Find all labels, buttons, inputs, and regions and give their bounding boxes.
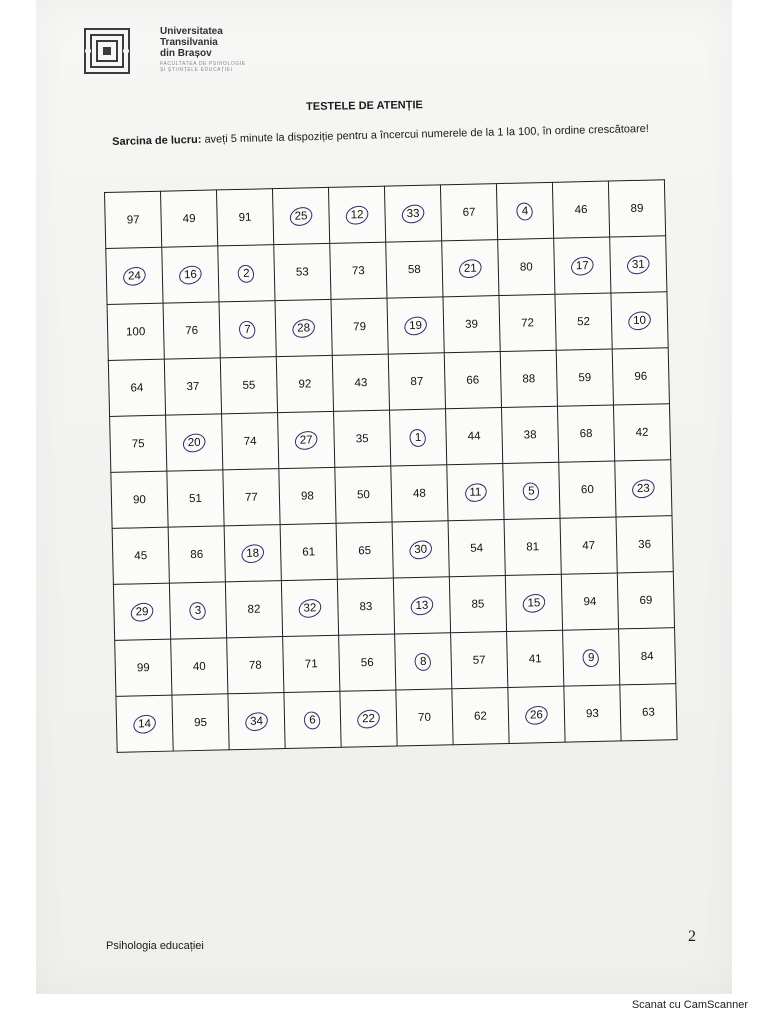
grid-number: 71	[304, 657, 318, 671]
grid-number: 42	[635, 426, 649, 439]
grid-cell	[617, 572, 674, 629]
number-grid	[104, 179, 678, 753]
circled-number: 4	[521, 204, 529, 218]
grid-cell	[110, 415, 167, 472]
grid-cell	[163, 302, 220, 359]
grid-cell	[223, 469, 280, 526]
grid-number: 57	[472, 653, 486, 667]
grid-number: 72	[521, 316, 535, 330]
grid-cell	[391, 465, 448, 522]
grid-cell	[284, 691, 341, 748]
grid-cell	[280, 523, 337, 580]
university-logo-icon	[84, 28, 130, 74]
grid-number: 96	[634, 370, 648, 383]
circled-number: 16	[183, 268, 197, 281]
grid-cell	[225, 581, 282, 638]
grid-cell	[611, 292, 668, 349]
grid-number: 88	[522, 372, 536, 386]
grid-cell	[557, 405, 614, 462]
grid-cell	[331, 298, 388, 355]
grid-number: 58	[407, 263, 421, 276]
circled-number: 29	[135, 605, 149, 618]
grid-cell	[440, 184, 497, 241]
grid-cell	[610, 236, 667, 293]
task-label: Sarcina de lucru:	[112, 133, 202, 148]
grid-cell	[508, 686, 565, 743]
grid-cell	[227, 637, 284, 694]
grid-cell	[612, 348, 669, 405]
grid-cell	[505, 574, 562, 631]
grid-cell	[222, 413, 279, 470]
grid-cell	[168, 526, 225, 583]
grid-cell	[616, 516, 673, 573]
university-line: Universitatea	[160, 26, 223, 37]
grid-cell	[224, 525, 281, 582]
university-line: Transilvania	[160, 37, 218, 48]
grid-number: 80	[519, 260, 533, 274]
circled-number: 12	[350, 208, 364, 221]
grid-cell	[500, 350, 557, 407]
grid-cell	[448, 520, 505, 577]
grid-number: 47	[582, 539, 596, 552]
grid-cell	[499, 294, 556, 351]
circled-number: 10	[633, 314, 647, 327]
grid-number: 91	[238, 211, 252, 224]
circled-number: 21	[463, 262, 477, 275]
faculty-line: ȘI ȘTIINȚELE EDUCAȚIEI	[160, 67, 233, 73]
grid-number: 64	[130, 381, 144, 394]
grid-number: 63	[641, 706, 655, 719]
grid-cell	[281, 579, 338, 636]
grid-number: 54	[470, 541, 484, 555]
grid-cell	[115, 639, 172, 696]
grid-cell	[105, 191, 162, 248]
circled-number: 23	[636, 482, 650, 495]
circled-number: 26	[529, 708, 543, 721]
circled-number: 14	[138, 717, 152, 730]
grid-cell	[559, 461, 616, 518]
grid-number: 84	[640, 650, 654, 663]
circled-number: 9	[587, 651, 595, 664]
grid-cell	[552, 181, 609, 238]
grid-cell	[336, 522, 393, 579]
grid-number: 78	[248, 659, 262, 672]
grid-number: 67	[462, 206, 476, 219]
grid-number: 66	[466, 374, 480, 387]
grid-cell	[563, 629, 620, 686]
scanner-watermark: Scanat cu CamScanner	[631, 999, 748, 1011]
circled-number: 6	[309, 713, 316, 726]
circled-number: 5	[528, 484, 535, 497]
grid-number: 53	[295, 265, 309, 279]
grid-cell	[335, 466, 392, 523]
grid-cell	[172, 694, 229, 751]
circled-number: 1	[414, 431, 422, 444]
circled-number: 27	[299, 433, 313, 447]
circled-number: 19	[409, 319, 423, 332]
grid-cell	[274, 243, 331, 300]
grid-cell	[107, 303, 164, 360]
grid-number: 59	[578, 371, 592, 384]
grid-cell	[116, 695, 173, 752]
grid-number: 46	[574, 203, 588, 216]
grid-cell	[507, 630, 564, 687]
page-number: 2	[688, 928, 696, 945]
grid-number: 77	[244, 491, 258, 504]
grid-number: 69	[639, 594, 653, 607]
grid-number: 48	[412, 487, 426, 500]
grid-cell	[337, 578, 394, 635]
grid-number: 41	[528, 652, 542, 665]
grid-cell	[160, 190, 217, 247]
grid-number: 92	[298, 377, 312, 391]
grid-number: 52	[577, 315, 591, 328]
grid-number: 100	[125, 325, 146, 339]
grid-cell	[272, 187, 329, 244]
grid-cell	[498, 238, 555, 295]
grid-cell	[392, 521, 449, 578]
grid-number: 74	[243, 435, 257, 448]
grid-cell	[330, 242, 387, 299]
grid-cell	[556, 349, 613, 406]
grid-cell	[496, 182, 553, 239]
grid-cell	[388, 353, 445, 410]
circled-number: 30	[414, 543, 428, 556]
circled-number: 7	[244, 323, 251, 336]
grid-number: 49	[182, 212, 196, 225]
faculty-name	[160, 61, 300, 73]
grid-number: 81	[526, 540, 540, 554]
grid-number: 76	[185, 324, 199, 337]
course-name: Psihologia educației	[106, 940, 204, 952]
circled-number: 8	[419, 655, 427, 668]
grid-number: 93	[585, 707, 599, 720]
grid-cell	[554, 237, 611, 294]
grid-cell	[447, 464, 504, 521]
grid-cell	[283, 635, 340, 692]
grid-cell	[162, 246, 219, 303]
circled-number: 33	[406, 207, 420, 220]
grid-number: 60	[580, 483, 594, 496]
circled-number: 18	[246, 547, 260, 560]
document-page	[36, 0, 732, 994]
grid-cell	[613, 404, 670, 461]
grid-cell	[446, 408, 503, 465]
grid-cell	[167, 470, 224, 527]
grid-number: 70	[417, 711, 432, 724]
grid-cell	[387, 297, 444, 354]
grid-cell	[111, 471, 168, 528]
grid-number: 39	[465, 318, 479, 331]
grid-cell	[395, 633, 452, 690]
grid-row	[116, 684, 677, 753]
faculty-line: FACULTATEA DE PSIHOLOGIE	[160, 61, 246, 67]
grid-cell	[393, 577, 450, 634]
circled-number: 22	[361, 712, 376, 725]
grid-number: 89	[630, 202, 644, 215]
grid-cell	[275, 299, 332, 356]
grid-number: 65	[358, 544, 372, 557]
grid-cell	[334, 410, 391, 467]
grid-cell	[451, 631, 508, 688]
university-name	[160, 26, 280, 59]
grid-cell	[228, 693, 285, 750]
circled-number: 3	[194, 604, 202, 617]
grid-cell	[169, 582, 226, 639]
page-title: TESTELE DE ATENȚIE	[306, 99, 423, 113]
circled-number: 2	[243, 267, 250, 280]
university-line: din Brașov	[160, 48, 212, 59]
grid-cell	[384, 185, 441, 242]
grid-number: 44	[467, 430, 481, 443]
grid-number: 94	[583, 595, 597, 608]
grid-cell	[615, 460, 672, 517]
grid-cell	[503, 462, 560, 519]
grid-cell	[442, 240, 499, 297]
grid-cell	[171, 638, 228, 695]
grid-cell	[113, 583, 170, 640]
grid-number: 87	[410, 375, 424, 388]
grid-cell	[340, 690, 397, 747]
grid-cell	[112, 527, 169, 584]
grid-cell	[443, 296, 500, 353]
grid-number: 35	[355, 432, 369, 445]
grid-cell	[555, 293, 612, 350]
grid-number: 68	[579, 427, 593, 440]
grid-cell	[108, 359, 165, 416]
grid-number: 61	[302, 545, 316, 559]
grid-number: 38	[523, 428, 537, 442]
grid-number: 99	[136, 661, 150, 674]
circled-number: 28	[297, 321, 311, 335]
circled-number: 31	[631, 258, 645, 271]
grid-number: 50	[356, 488, 370, 501]
grid-cell	[444, 352, 501, 409]
grid-number: 95	[194, 716, 208, 729]
grid-cell	[164, 358, 221, 415]
circled-number: 32	[303, 601, 317, 615]
grid-cell	[166, 414, 223, 471]
grid-cell	[619, 628, 676, 685]
grid-number: 85	[471, 597, 485, 611]
grid-cell	[279, 467, 336, 524]
grid-cell	[276, 355, 333, 412]
grid-cell	[449, 575, 506, 632]
grid-cell	[386, 241, 443, 298]
grid-number: 55	[242, 379, 256, 392]
number-grid-wrapper	[104, 179, 678, 753]
grid-cell	[561, 573, 618, 630]
grid-cell	[501, 406, 558, 463]
grid-cell	[219, 301, 276, 358]
grid-cell	[216, 189, 273, 246]
grid-number: 90	[132, 493, 147, 506]
circled-number: 15	[527, 596, 541, 609]
task-text: aveți 5 minute la dispoziție pentru a încercui numerele de la 1 la 100, în ordine crescătoare!	[201, 122, 650, 146]
grid-number: 73	[351, 264, 365, 277]
grid-cell	[106, 247, 163, 304]
grid-cell	[452, 687, 509, 744]
circled-number: 25	[294, 209, 308, 223]
grid-cell	[328, 186, 385, 243]
grid-number: 62	[473, 709, 488, 723]
circled-number: 34	[250, 715, 264, 728]
grid-cell	[620, 684, 677, 741]
grid-number: 51	[188, 492, 203, 505]
grid-cell	[504, 518, 561, 575]
grid-cell	[339, 634, 396, 691]
grid-cell	[220, 357, 277, 414]
grid-number: 86	[190, 548, 204, 561]
grid-number: 37	[186, 380, 200, 393]
task-instruction	[112, 121, 652, 151]
grid-number: 75	[131, 437, 145, 450]
grid-cell	[218, 245, 275, 302]
grid-cell	[332, 354, 389, 411]
grid-number: 82	[247, 603, 261, 616]
grid-number: 40	[192, 660, 206, 673]
grid-number: 36	[638, 538, 652, 551]
grid-cell	[396, 689, 453, 746]
grid-number: 97	[126, 213, 140, 226]
grid-number: 98	[300, 489, 314, 503]
grid-cell	[560, 517, 617, 574]
grid-number: 56	[360, 656, 374, 669]
grid-cell	[278, 411, 335, 468]
circled-number: 17	[575, 259, 589, 272]
circled-number: 20	[187, 436, 201, 449]
grid-number: 83	[359, 600, 373, 613]
circled-number: 24	[127, 269, 141, 282]
grid-cell	[564, 685, 621, 742]
grid-cell	[608, 180, 665, 237]
grid-cell	[390, 409, 447, 466]
grid-number: 45	[134, 549, 148, 562]
circled-number: 11	[469, 486, 482, 499]
grid-number: 79	[353, 320, 367, 333]
circled-number: 13	[415, 599, 429, 612]
grid-number: 43	[354, 376, 368, 389]
